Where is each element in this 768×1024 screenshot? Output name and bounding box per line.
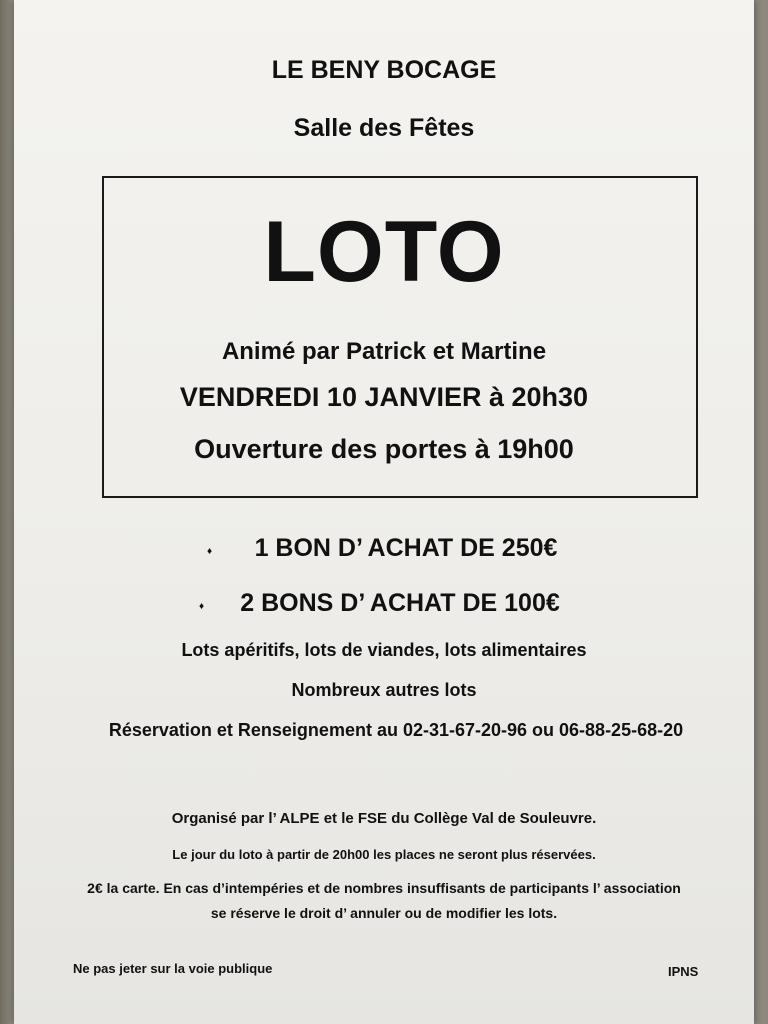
poster-reservation: Réservation et Renseignement au 02-31-67-20-96 ou 06-88-25-68-20	[108, 720, 684, 740]
poster-card-note: 2€ la carte. En cas d’intempéries et de nombres insuffisants de participants l’ association	[87, 880, 681, 896]
poster-footer-left: Ne pas jeter sur la voie publique	[73, 961, 273, 976]
poster-venue: Salle des Fêtes	[293, 114, 475, 142]
poster-card-note: se réserve le droit d’ annuler ou de modifier les lots.	[210, 905, 558, 921]
poster-other-lots: Nombreux autres lots	[291, 680, 477, 700]
poster-date: VENDREDI 10 JANVIER à 20h30	[179, 382, 589, 412]
poster-day-note: Le jour du loto à partir de 20h00 les places ne seront plus réservées.	[172, 847, 596, 862]
poster-title: LOTO	[263, 204, 505, 300]
poster-footer-right: IPNS	[668, 964, 699, 979]
poster-organizer: Organisé par l’ ALPE et le FSE du Collège Val de Souleuvre.	[171, 810, 597, 827]
poster-lots: Lots apéritifs, lots de viandes, lots alimentaires	[181, 640, 587, 660]
poster-town: LE BENY BOCAGE	[271, 56, 497, 84]
prize-item: 2 BONS D’ ACHAT DE 100€	[240, 589, 560, 617]
bullet-icon: ♦	[207, 546, 213, 557]
poster-doors: Ouverture des portes à 19h00	[194, 434, 574, 464]
poster-host: Animé par Patrick et Martine	[221, 338, 547, 365]
bullet-icon: ♦	[199, 601, 205, 612]
poster-sheet	[14, 0, 754, 1024]
prize-item: 1 BON D’ ACHAT DE 250€	[254, 534, 558, 562]
